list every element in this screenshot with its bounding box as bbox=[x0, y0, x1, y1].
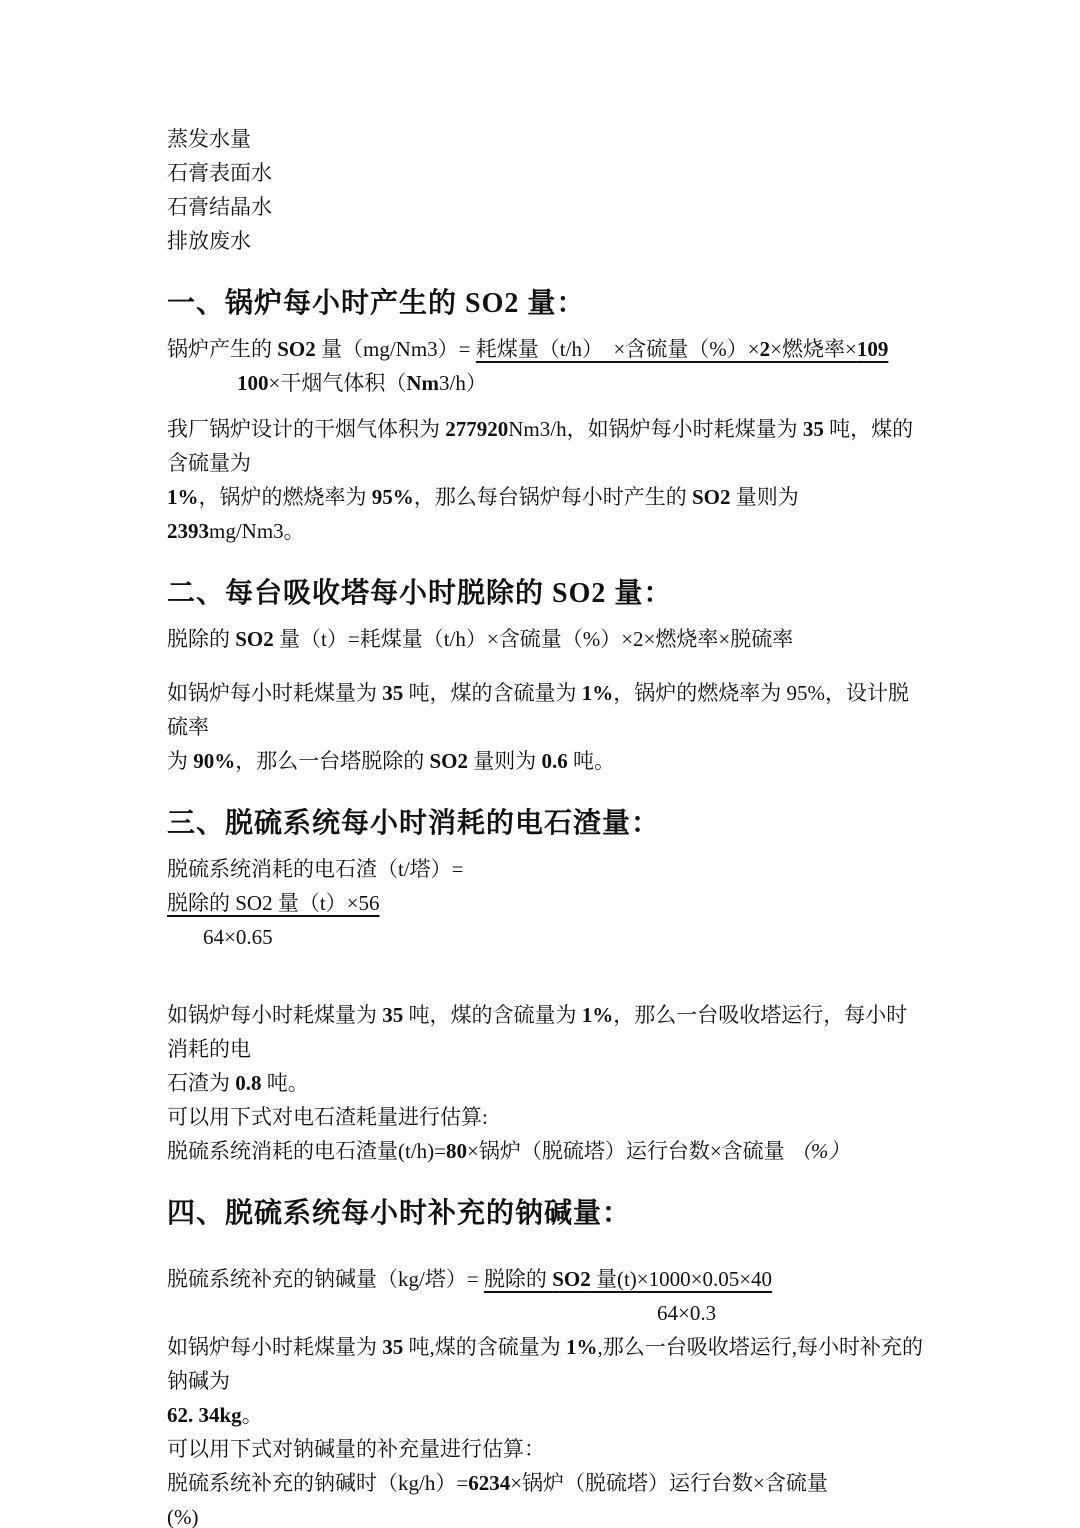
text-run: 我厂锅炉设计的干烟气体积为 bbox=[167, 417, 446, 441]
text-run: 吨。 bbox=[567, 749, 616, 773]
paragraph-line bbox=[167, 480, 925, 548]
text-run: ×干烟气体积（ bbox=[268, 371, 407, 395]
text-run: 吨，煤的含硫量为 bbox=[167, 417, 914, 475]
text-run: 吨，煤的含硫量为 bbox=[403, 1003, 582, 1027]
text-run: 脱硫系统消耗的电石渣量(t/h)= bbox=[167, 1139, 446, 1163]
text-run: 90% bbox=[193, 749, 236, 773]
formula-line bbox=[167, 1262, 925, 1296]
text-run: 量则为 bbox=[730, 485, 805, 509]
paragraph-line bbox=[167, 1134, 925, 1168]
section-4-heading: 四、脱硫系统每小时补充的钠碱量： bbox=[167, 1198, 632, 1229]
text-run: SO2 bbox=[552, 1267, 591, 1291]
section-3-heading: 三、脱硫系统每小时消耗的电石渣量： bbox=[167, 808, 661, 839]
text-run: ，那么每台锅炉每小时产生的 bbox=[413, 485, 692, 509]
formula-line bbox=[167, 852, 925, 886]
text-run: 64×0.65 bbox=[203, 925, 273, 949]
text-run: ,那么一台吸收塔运行,每小时补充的钠碱为 bbox=[167, 1335, 923, 1393]
text-run: 2393 bbox=[167, 519, 209, 543]
text-run: ，那么一台吸收塔运行，每小时消耗的电 bbox=[167, 1003, 908, 1061]
gap bbox=[167, 656, 925, 676]
formula-denominator-line bbox=[167, 366, 925, 400]
text-run: 为 bbox=[167, 749, 194, 773]
text-run: 脱除的 bbox=[167, 627, 236, 651]
text-run: SO2 bbox=[692, 485, 731, 509]
text-run: 量则为 bbox=[468, 749, 542, 773]
section-2-paragraph bbox=[167, 676, 925, 778]
text-run: 量(t)×1000×0.05×40 bbox=[590, 1267, 773, 1291]
list-item-waste-water bbox=[167, 224, 925, 258]
text-run: SO2 bbox=[277, 337, 316, 361]
text-run: 。 bbox=[241, 1403, 263, 1427]
text-run: Nm3/h，如锅炉每小时耗煤量为 bbox=[508, 417, 803, 441]
text-run: Nm bbox=[406, 371, 440, 395]
text-run: 耗煤量（t/h） ×含硫量（%）× bbox=[475, 337, 760, 361]
text-run: mg/Nm3。 bbox=[209, 519, 305, 543]
gap bbox=[167, 954, 925, 998]
paragraph-line bbox=[167, 412, 925, 480]
section-4-formula bbox=[167, 1262, 925, 1330]
list-item-evaporation-water bbox=[167, 122, 925, 156]
text-run: (%) bbox=[167, 1505, 199, 1528]
text-run: 吨，煤的含硫量为 bbox=[403, 681, 582, 705]
text-run: 100 bbox=[237, 371, 269, 395]
list-item-gypsum-crystal-water bbox=[167, 190, 925, 224]
text-run: 排放废水 bbox=[167, 229, 251, 253]
text-run: 可以用下式对钠碱量的补充量进行估算： bbox=[167, 1437, 545, 1461]
paragraph-line bbox=[167, 676, 925, 744]
text-run: 蒸发水量 bbox=[167, 127, 251, 151]
text-run: 1% bbox=[581, 1003, 614, 1027]
gap bbox=[167, 400, 925, 412]
water-balance-list bbox=[167, 122, 925, 258]
text-run: 量（mg/Nm3）= bbox=[315, 337, 476, 361]
formula-denominator-line bbox=[167, 920, 925, 954]
formula-line bbox=[167, 622, 925, 656]
text-run: 如锅炉每小时耗煤量为 bbox=[167, 1003, 383, 1027]
text-run: ×燃烧率× bbox=[770, 337, 857, 361]
text-run: 量（t）=耗煤量（t/h）×含硫量（%）×2×燃烧率×脱硫率 bbox=[273, 627, 794, 651]
section-4-paragraph bbox=[167, 1330, 925, 1528]
text-run: 0.8 bbox=[235, 1071, 262, 1095]
text-run: 石渣为 bbox=[167, 1071, 236, 1095]
list-item-gypsum-surface-water bbox=[167, 156, 925, 190]
section-3-paragraph bbox=[167, 998, 925, 1168]
text-run: 如锅炉每小时耗煤量为 bbox=[167, 681, 383, 705]
text-run: 80 bbox=[446, 1139, 467, 1163]
text-run: 石膏表面水 bbox=[167, 161, 272, 185]
section-1-heading: 一、锅炉每小时产生的 SO2 量： bbox=[167, 288, 586, 319]
text-run: 脱硫系统补充的钠碱时（kg/h）= bbox=[167, 1471, 469, 1495]
text-run: ×锅炉（脱硫塔）运行台数×含硫量 bbox=[467, 1139, 790, 1163]
section-1-formula bbox=[167, 332, 925, 400]
text-run: 109 bbox=[856, 337, 889, 361]
section-2-formula bbox=[167, 622, 925, 656]
text-run: 石膏结晶水 bbox=[167, 195, 272, 219]
paragraph-line bbox=[167, 1432, 925, 1466]
text-run: ，那么一台塔脱除的 bbox=[235, 749, 430, 773]
text-run: 35 bbox=[382, 1335, 404, 1359]
text-run: ，锅炉的燃烧率为 bbox=[198, 485, 372, 509]
formula-numerator-line bbox=[167, 886, 925, 920]
text-run: 如锅炉每小时耗煤量为 bbox=[167, 1335, 383, 1359]
text-run: 3/h） bbox=[439, 371, 487, 395]
text-run: 吨。 bbox=[261, 1071, 309, 1095]
text-run: 1% bbox=[581, 681, 614, 705]
paragraph-line bbox=[167, 1466, 925, 1500]
text-run: 95% bbox=[371, 485, 414, 509]
text-run: 62. 34kg bbox=[167, 1403, 242, 1427]
text-run: 35 bbox=[382, 681, 404, 705]
text-run: SO2 bbox=[235, 627, 274, 651]
section-1-paragraph bbox=[167, 412, 925, 548]
formula-line bbox=[167, 332, 925, 366]
text-run: 可以用下式对电石渣耗量进行估算: bbox=[167, 1105, 488, 1129]
paragraph-line bbox=[167, 744, 925, 778]
text-run: 35 bbox=[802, 417, 824, 441]
text-run: 35 bbox=[382, 1003, 404, 1027]
text-run: 277920 bbox=[445, 417, 509, 441]
text-run: 吨,煤的含硫量为 bbox=[403, 1335, 566, 1359]
text-run: 6234 bbox=[468, 1471, 511, 1495]
paragraph-line bbox=[167, 1100, 925, 1134]
paragraph-line bbox=[167, 1066, 925, 1100]
document-content bbox=[167, 122, 925, 1528]
paragraph-line bbox=[167, 1330, 925, 1398]
section-3-formula bbox=[167, 852, 925, 954]
paragraph-line bbox=[167, 1500, 925, 1528]
text-run: 锅炉产生的 bbox=[167, 337, 278, 361]
text-run: SO2 bbox=[429, 749, 469, 773]
text-run: （%） bbox=[789, 1139, 850, 1163]
text-run: 0.6 bbox=[541, 749, 568, 773]
formula-denominator-line bbox=[167, 1296, 925, 1330]
text-run: 1% bbox=[566, 1335, 598, 1359]
gap bbox=[167, 1242, 925, 1262]
text-run: 脱硫系统补充的钠碱量（kg/塔）= bbox=[167, 1267, 484, 1291]
paragraph-line bbox=[167, 1398, 925, 1432]
text-run: 脱硫系统消耗的电石渣（t/塔）= bbox=[167, 857, 464, 881]
text-run: 2 bbox=[759, 337, 771, 361]
text-run: 1% bbox=[167, 485, 199, 509]
text-run: 脱除的 bbox=[483, 1267, 553, 1291]
section-2-heading: 二、每台吸收塔每小时脱除的 SO2 量： bbox=[167, 578, 673, 609]
text-run: 脱除的 SO2 量（t）×56 bbox=[167, 891, 380, 915]
text-run: ，锅炉的燃烧率为 95%，设计脱硫率 bbox=[167, 681, 909, 739]
text-run: ×锅炉（脱硫塔）运行台数×含硫量 bbox=[510, 1471, 828, 1495]
text-run: 64×0.3 bbox=[657, 1301, 717, 1325]
paragraph-line bbox=[167, 998, 925, 1066]
